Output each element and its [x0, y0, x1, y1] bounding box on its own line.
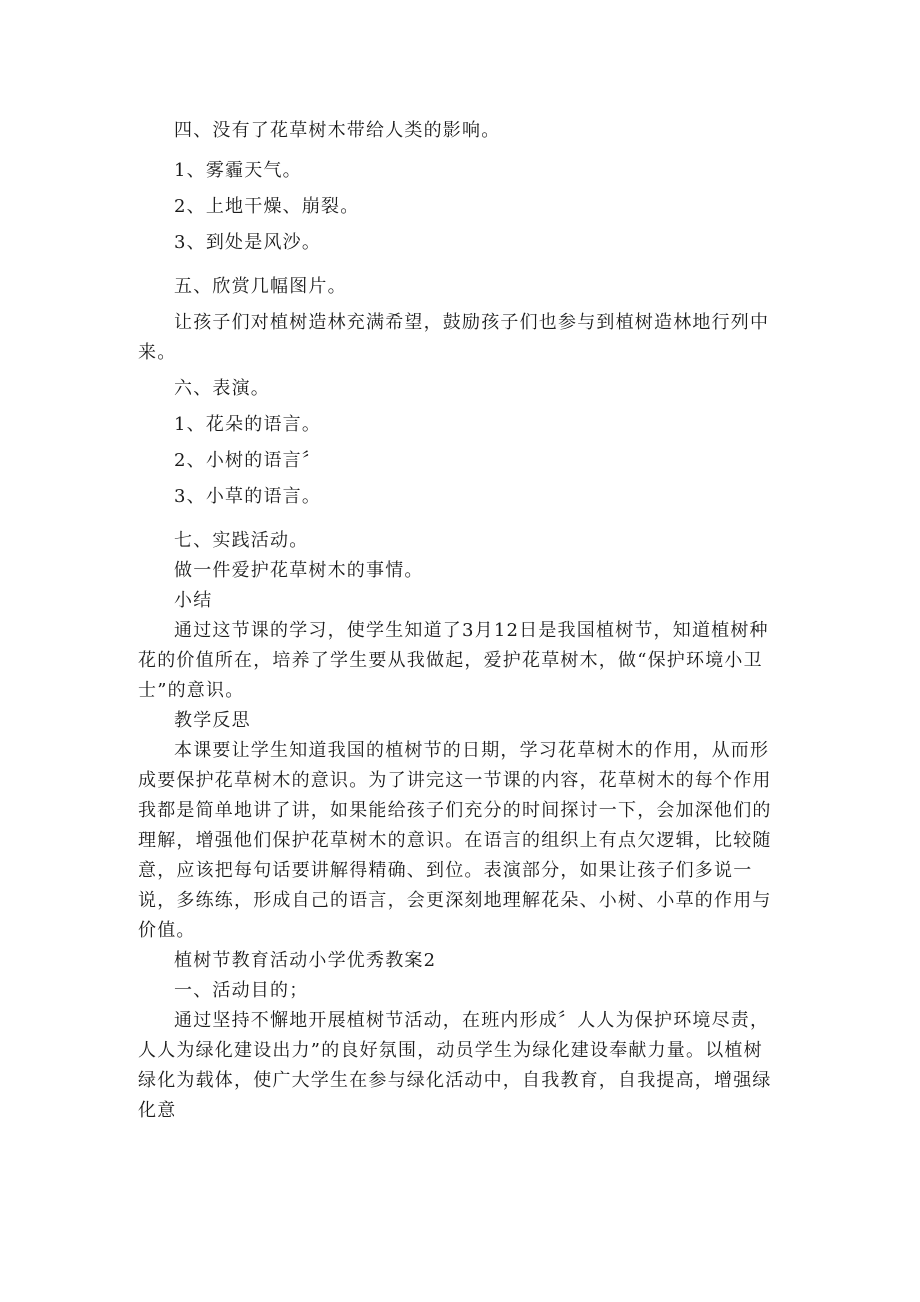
list-item: 1、雾霾天气。	[174, 160, 302, 181]
list-item: 3、到处是风沙。	[174, 232, 322, 253]
paragraph: 做一件爱护花草树木的事情。	[174, 560, 424, 581]
paragraph: 通过坚持不懈地开展植树节活动，在班内形成〞人人为保护环境尽责，人人为绿化建设出力”的良好氛围，动员学生为绿化建设奉献力量。以植树绿化为载体，使广大学生在参与绿化活动中，自我教育，自我提高，增强绿化意	[138, 1010, 772, 1121]
list-item: 2、上地干燥、崩裂。	[174, 196, 360, 217]
section-heading-4: 四、没有了花草树木带给人类的影响。	[174, 120, 501, 141]
paragraph: 本课要让学生知道我国的植树节的日期，学习花草树木的作用，从而形成要保护花草树木的意识。为了讲完这一节课的内容，花草树木的每个作用我都是简单地讲了讲，如果能给孩子们充分的时间探讨一下，会加深他们的理解，增强他们保护花草树木的意识。在语言的组织上有点欠逻辑，比较随意，应该把每句话要讲解得精确、到位。表演部分，如果让孩子们多说一说，多练练，形成自己的语言，会更深刻地理解花朵、小树、小草的作用与价值。	[138, 740, 772, 941]
document-title-2: 植树节教育活动小学优秀教案2	[174, 950, 437, 971]
section-heading-7: 七、实践活动。	[174, 530, 309, 551]
section-heading-1: 一、活动目的；	[174, 980, 309, 1001]
subheading-reflection: 教学反思	[174, 710, 251, 731]
list-item: 2、小树的语言〞	[174, 450, 322, 471]
document-body	[138, 116, 778, 1126]
paragraph: 让孩子们对植树造林充满希望，鼓励孩子们也参与到植树造林地行列中来。	[138, 312, 770, 363]
paragraph: 通过这节课的学习，使学生知道了3月12日是我国植树节，知道植树种花的价值所在，培养了学生要从我做起，爱护花草树木，做“保护环境小卫士”的意识。	[138, 620, 769, 701]
section-heading-6: 六、表演。	[174, 378, 270, 399]
list-item: 1、花朵的语言。	[174, 414, 322, 435]
list-item: 3、小草的语言。	[174, 486, 322, 507]
subheading-summary: 小结	[174, 590, 213, 611]
section-heading-5: 五、欣赏几幅图片。	[174, 276, 347, 297]
